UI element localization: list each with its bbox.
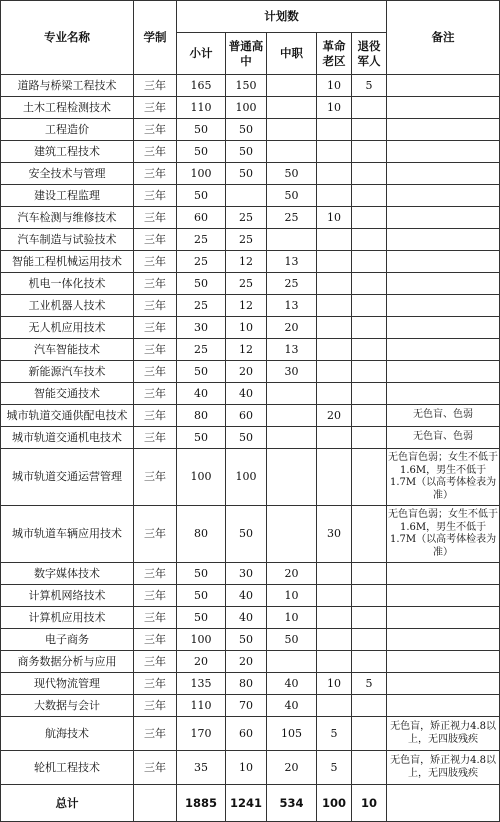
table-row <box>1 629 500 651</box>
cell-old-revolutionary: 10 <box>317 207 352 229</box>
cell-veterans <box>352 361 387 383</box>
cell-remark <box>387 339 500 361</box>
cell-remark <box>387 97 500 119</box>
cell-old-revolutionary <box>317 383 352 405</box>
header-old-revolutionary: 革命老区 <box>317 33 352 75</box>
cell-veterans: 5 <box>352 75 387 97</box>
cell-major: 计算机应用技术 <box>1 607 134 629</box>
cell-major: 安全技术与管理 <box>1 163 134 185</box>
cell-general-high: 10 <box>226 317 267 339</box>
cell-vocational <box>267 119 317 141</box>
table-row <box>1 97 500 119</box>
cell-general-high: 50 <box>226 119 267 141</box>
cell-veterans <box>352 119 387 141</box>
cell-duration: 三年 <box>134 75 177 97</box>
header-vocational: 中职 <box>267 33 317 75</box>
cell-old-revolutionary <box>317 361 352 383</box>
cell-veterans <box>352 251 387 273</box>
cell-old-revolutionary <box>317 449 352 506</box>
cell-major: 航海技术 <box>1 717 134 751</box>
cell-subtotal: 25 <box>177 295 226 317</box>
cell-general-high: 50 <box>226 163 267 185</box>
cell-major: 城市轨道交通运营管理 <box>1 449 134 506</box>
cell-general-high: 150 <box>226 75 267 97</box>
cell-subtotal: 25 <box>177 339 226 361</box>
cell-veterans: 5 <box>352 673 387 695</box>
cell-old-revolutionary <box>317 563 352 585</box>
total-label: 总计 <box>1 785 134 822</box>
cell-duration: 三年 <box>134 229 177 251</box>
cell-vocational: 50 <box>267 629 317 651</box>
cell-general-high: 12 <box>226 295 267 317</box>
cell-remark <box>387 563 500 585</box>
cell-duration: 三年 <box>134 141 177 163</box>
cell-remark <box>387 361 500 383</box>
cell-remark: 无色盲，矫正视力4.8以上，无四肢残疾 <box>387 717 500 751</box>
table-row <box>1 506 500 563</box>
cell-old-revolutionary: 20 <box>317 405 352 427</box>
cell-vocational <box>267 383 317 405</box>
cell-vocational <box>267 449 317 506</box>
cell-general-high: 60 <box>226 405 267 427</box>
cell-old-revolutionary <box>317 339 352 361</box>
cell-veterans <box>352 607 387 629</box>
cell-veterans <box>352 97 387 119</box>
cell-vocational <box>267 506 317 563</box>
cell-remark <box>387 141 500 163</box>
cell-remark: 无色盲色弱；女生不低于1.6M，男生不低于1.7M（以高考体检表为准） <box>387 506 500 563</box>
header-plan: 计划数 <box>177 1 387 33</box>
cell-general-high: 100 <box>226 97 267 119</box>
cell-general-high: 50 <box>226 141 267 163</box>
cell-remark <box>387 695 500 717</box>
cell-general-high: 20 <box>226 651 267 673</box>
cell-old-revolutionary <box>317 251 352 273</box>
cell-veterans <box>352 629 387 651</box>
cell-old-revolutionary <box>317 427 352 449</box>
table-row <box>1 651 500 673</box>
cell-remark <box>387 163 500 185</box>
cell-vocational: 50 <box>267 185 317 207</box>
cell-remark: 无色盲、色弱 <box>387 427 500 449</box>
cell-general-high: 30 <box>226 563 267 585</box>
cell-general-high: 40 <box>226 607 267 629</box>
cell-duration: 三年 <box>134 251 177 273</box>
table-row <box>1 229 500 251</box>
cell-veterans <box>352 651 387 673</box>
cell-veterans <box>352 506 387 563</box>
table-row <box>1 185 500 207</box>
cell-subtotal: 110 <box>177 97 226 119</box>
cell-general-high: 80 <box>226 673 267 695</box>
cell-major: 大数据与会计 <box>1 695 134 717</box>
cell-veterans <box>352 317 387 339</box>
cell-remark <box>387 251 500 273</box>
cell-general-high: 40 <box>226 383 267 405</box>
cell-subtotal: 30 <box>177 317 226 339</box>
cell-subtotal: 135 <box>177 673 226 695</box>
header-major: 专业名称 <box>1 1 134 75</box>
cell-remark <box>387 317 500 339</box>
cell-subtotal: 50 <box>177 427 226 449</box>
cell-duration: 三年 <box>134 163 177 185</box>
cell-veterans <box>352 585 387 607</box>
table-row <box>1 295 500 317</box>
cell-remark <box>387 119 500 141</box>
table-row <box>1 717 500 751</box>
cell-major: 建设工程监理 <box>1 185 134 207</box>
cell-vocational <box>267 229 317 251</box>
cell-veterans <box>352 141 387 163</box>
cell-vocational: 105 <box>267 717 317 751</box>
cell-duration: 三年 <box>134 506 177 563</box>
table-row <box>1 251 500 273</box>
cell-major: 城市轨道交通机电技术 <box>1 427 134 449</box>
cell-major: 汽车智能技术 <box>1 339 134 361</box>
cell-subtotal: 165 <box>177 75 226 97</box>
cell-major: 汽车制造与试验技术 <box>1 229 134 251</box>
cell-general-high: 50 <box>226 629 267 651</box>
header-veterans: 退役军人 <box>352 33 387 75</box>
table-row <box>1 383 500 405</box>
cell-remark <box>387 75 500 97</box>
cell-old-revolutionary: 30 <box>317 506 352 563</box>
table-body <box>1 75 500 785</box>
total-remark <box>387 785 500 822</box>
cell-duration: 三年 <box>134 563 177 585</box>
table-row <box>1 751 500 785</box>
cell-remark <box>387 585 500 607</box>
cell-major: 现代物流管理 <box>1 673 134 695</box>
cell-vocational: 13 <box>267 251 317 273</box>
cell-duration: 三年 <box>134 449 177 506</box>
cell-remark <box>387 629 500 651</box>
cell-subtotal: 40 <box>177 383 226 405</box>
cell-general-high: 50 <box>226 506 267 563</box>
table-row <box>1 141 500 163</box>
cell-vocational: 25 <box>267 207 317 229</box>
cell-old-revolutionary <box>317 651 352 673</box>
cell-old-revolutionary: 10 <box>317 97 352 119</box>
cell-major: 电子商务 <box>1 629 134 651</box>
table-row <box>1 405 500 427</box>
cell-old-revolutionary <box>317 695 352 717</box>
cell-remark <box>387 673 500 695</box>
table-row <box>1 207 500 229</box>
total-veterans: 10 <box>352 785 387 822</box>
total-general-high: 1241 <box>226 785 267 822</box>
cell-subtotal: 50 <box>177 607 226 629</box>
cell-vocational: 40 <box>267 695 317 717</box>
cell-subtotal: 20 <box>177 651 226 673</box>
cell-duration: 三年 <box>134 383 177 405</box>
total-row <box>1 785 500 822</box>
cell-old-revolutionary <box>317 317 352 339</box>
cell-general-high: 20 <box>226 361 267 383</box>
cell-general-high: 50 <box>226 427 267 449</box>
cell-duration: 三年 <box>134 405 177 427</box>
cell-vocational: 20 <box>267 317 317 339</box>
cell-vocational: 13 <box>267 339 317 361</box>
cell-subtotal: 25 <box>177 229 226 251</box>
cell-general-high: 25 <box>226 207 267 229</box>
cell-subtotal: 50 <box>177 185 226 207</box>
cell-general-high: 12 <box>226 251 267 273</box>
header-general-high: 普通高中 <box>226 33 267 75</box>
cell-old-revolutionary: 10 <box>317 673 352 695</box>
cell-remark <box>387 651 500 673</box>
table-row <box>1 75 500 97</box>
cell-vocational <box>267 405 317 427</box>
cell-remark <box>387 207 500 229</box>
cell-major: 商务数据分析与应用 <box>1 651 134 673</box>
cell-remark: 无色盲色弱；女生不低于1.6M，男生不低于1.7M（以高考体检表为准） <box>387 449 500 506</box>
cell-subtotal: 170 <box>177 717 226 751</box>
cell-vocational: 50 <box>267 163 317 185</box>
cell-general-high: 25 <box>226 229 267 251</box>
cell-duration: 三年 <box>134 339 177 361</box>
cell-old-revolutionary <box>317 295 352 317</box>
cell-subtotal: 80 <box>177 506 226 563</box>
cell-major: 智能交通技术 <box>1 383 134 405</box>
cell-vocational <box>267 651 317 673</box>
table-row <box>1 563 500 585</box>
cell-major: 土木工程检测技术 <box>1 97 134 119</box>
cell-duration: 三年 <box>134 695 177 717</box>
table-row <box>1 585 500 607</box>
cell-duration: 三年 <box>134 717 177 751</box>
cell-general-high: 10 <box>226 751 267 785</box>
cell-remark: 无色盲，矫正视力4.8以上，无四肢残疾 <box>387 751 500 785</box>
cell-duration: 三年 <box>134 361 177 383</box>
cell-vocational <box>267 141 317 163</box>
cell-subtotal: 80 <box>177 405 226 427</box>
cell-major: 建筑工程技术 <box>1 141 134 163</box>
cell-old-revolutionary <box>317 629 352 651</box>
cell-subtotal: 50 <box>177 119 226 141</box>
cell-subtotal: 100 <box>177 449 226 506</box>
table-row <box>1 673 500 695</box>
table-row <box>1 317 500 339</box>
table-row <box>1 361 500 383</box>
cell-veterans <box>352 339 387 361</box>
cell-veterans <box>352 295 387 317</box>
cell-remark <box>387 229 500 251</box>
cell-veterans <box>352 563 387 585</box>
cell-duration: 三年 <box>134 273 177 295</box>
cell-subtotal: 50 <box>177 141 226 163</box>
cell-major: 无人机应用技术 <box>1 317 134 339</box>
cell-general-high: 100 <box>226 449 267 506</box>
cell-remark <box>387 607 500 629</box>
cell-subtotal: 100 <box>177 629 226 651</box>
cell-remark <box>387 273 500 295</box>
cell-general-high <box>226 185 267 207</box>
cell-vocational <box>267 427 317 449</box>
cell-vocational: 30 <box>267 361 317 383</box>
cell-old-revolutionary <box>317 119 352 141</box>
cell-vocational: 13 <box>267 295 317 317</box>
table-row <box>1 449 500 506</box>
cell-duration: 三年 <box>134 317 177 339</box>
cell-vocational: 40 <box>267 673 317 695</box>
cell-major: 汽车检测与维修技术 <box>1 207 134 229</box>
cell-vocational <box>267 97 317 119</box>
total-duration <box>134 785 177 822</box>
cell-general-high: 40 <box>226 585 267 607</box>
table-row <box>1 607 500 629</box>
cell-veterans <box>352 717 387 751</box>
cell-duration: 三年 <box>134 673 177 695</box>
cell-subtotal: 50 <box>177 585 226 607</box>
table-row <box>1 427 500 449</box>
cell-major: 智能工程机械运用技术 <box>1 251 134 273</box>
cell-veterans <box>352 207 387 229</box>
cell-major: 城市轨道车辆应用技术 <box>1 506 134 563</box>
cell-general-high: 60 <box>226 717 267 751</box>
cell-subtotal: 25 <box>177 251 226 273</box>
cell-vocational: 20 <box>267 751 317 785</box>
cell-veterans <box>352 163 387 185</box>
cell-subtotal: 50 <box>177 563 226 585</box>
cell-veterans <box>352 229 387 251</box>
cell-major: 城市轨道交通供配电技术 <box>1 405 134 427</box>
cell-old-revolutionary <box>317 141 352 163</box>
cell-major: 数字媒体技术 <box>1 563 134 585</box>
cell-duration: 三年 <box>134 427 177 449</box>
table-row <box>1 339 500 361</box>
cell-vocational <box>267 75 317 97</box>
header-subtotal: 小计 <box>177 33 226 75</box>
cell-old-revolutionary <box>317 185 352 207</box>
cell-vocational: 10 <box>267 607 317 629</box>
cell-duration: 三年 <box>134 119 177 141</box>
cell-subtotal: 50 <box>177 273 226 295</box>
cell-veterans <box>352 383 387 405</box>
cell-general-high: 70 <box>226 695 267 717</box>
cell-general-high: 25 <box>226 273 267 295</box>
cell-veterans <box>352 427 387 449</box>
cell-veterans <box>352 185 387 207</box>
table-row <box>1 163 500 185</box>
cell-major: 工业机器人技术 <box>1 295 134 317</box>
cell-major: 轮机工程技术 <box>1 751 134 785</box>
cell-duration: 三年 <box>134 651 177 673</box>
header-row-top <box>1 1 500 33</box>
table-row <box>1 119 500 141</box>
cell-duration: 三年 <box>134 97 177 119</box>
cell-veterans <box>352 405 387 427</box>
cell-old-revolutionary: 5 <box>317 717 352 751</box>
cell-duration: 三年 <box>134 295 177 317</box>
cell-vocational: 10 <box>267 585 317 607</box>
cell-old-revolutionary <box>317 585 352 607</box>
cell-major: 新能源汽车技术 <box>1 361 134 383</box>
cell-old-revolutionary <box>317 607 352 629</box>
cell-duration: 三年 <box>134 185 177 207</box>
cell-subtotal: 35 <box>177 751 226 785</box>
cell-duration: 三年 <box>134 751 177 785</box>
cell-duration: 三年 <box>134 607 177 629</box>
cell-veterans <box>352 449 387 506</box>
cell-veterans <box>352 695 387 717</box>
cell-general-high: 12 <box>226 339 267 361</box>
total-vocational: 534 <box>267 785 317 822</box>
cell-remark <box>387 295 500 317</box>
cell-subtotal: 60 <box>177 207 226 229</box>
total-old-revolutionary: 100 <box>317 785 352 822</box>
table-row <box>1 695 500 717</box>
table-row <box>1 273 500 295</box>
cell-duration: 三年 <box>134 207 177 229</box>
cell-subtotal: 110 <box>177 695 226 717</box>
cell-duration: 三年 <box>134 629 177 651</box>
cell-major: 机电一体化技术 <box>1 273 134 295</box>
cell-vocational: 25 <box>267 273 317 295</box>
cell-remark <box>387 185 500 207</box>
cell-duration: 三年 <box>134 585 177 607</box>
cell-major: 计算机网络技术 <box>1 585 134 607</box>
cell-major: 道路与桥梁工程技术 <box>1 75 134 97</box>
cell-remark <box>387 383 500 405</box>
cell-vocational: 20 <box>267 563 317 585</box>
header-remarks: 备注 <box>387 1 500 75</box>
cell-remark: 无色盲、色弱 <box>387 405 500 427</box>
total-subtotal: 1885 <box>177 785 226 822</box>
cell-old-revolutionary <box>317 163 352 185</box>
cell-old-revolutionary <box>317 229 352 251</box>
cell-old-revolutionary: 5 <box>317 751 352 785</box>
cell-subtotal: 50 <box>177 361 226 383</box>
cell-subtotal: 100 <box>177 163 226 185</box>
header-duration: 学制 <box>134 1 177 75</box>
cell-veterans <box>352 751 387 785</box>
cell-major: 工程造价 <box>1 119 134 141</box>
cell-old-revolutionary <box>317 273 352 295</box>
cell-veterans <box>352 273 387 295</box>
cell-old-revolutionary: 10 <box>317 75 352 97</box>
